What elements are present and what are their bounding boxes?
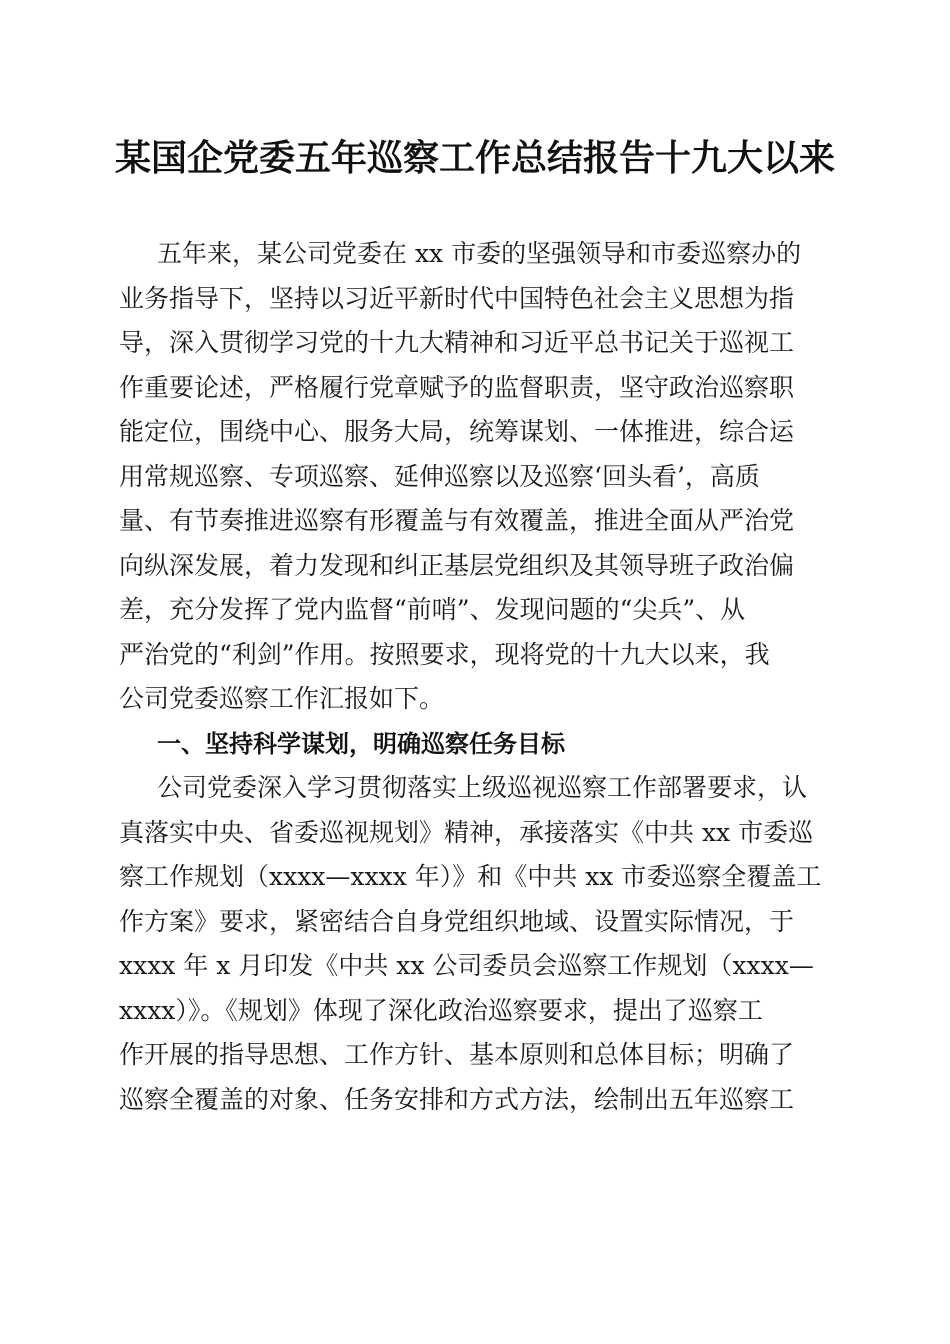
text-line: 作重要论述，严格履行党章赋予的监督职责，坚守政治巡察职 <box>119 372 795 402</box>
text-line: 公司党委深入学习贯彻落实上级巡视巡察工作部署要求，认 <box>157 773 808 802</box>
text-line: 向纵深发展，着力发现和纠正基层党组织及其领导班子政治偏 <box>119 550 795 580</box>
text-line: 能定位，围绕中心、服务大局，统筹谋划、一体推进，综合运 <box>119 417 795 446</box>
text-line: 严治党的“利剑”作用。按照要求，现将党的十九大以来，我 <box>119 639 770 669</box>
section-heading: 一、坚持科学谋划，明确巡察任务目标 <box>157 729 565 758</box>
text-line: 公司党委巡察工作汇报如下。 <box>119 684 445 713</box>
text-line: xxxx 年 x 月印发《中共 xx 公司委员会巡察工作规划（xxxx— <box>119 951 814 980</box>
paragraph-section1 <box>119 766 821 1122</box>
text-line: 用常规巡察、专项巡察、延伸巡察以及巡察‘回头看’，高质 <box>119 461 760 491</box>
text-line: 察工作规划（xxxx—xxxx 年）》和《中共 xx 市委巡察全覆盖工 <box>119 862 821 891</box>
document-title: 某国企党委五年巡察工作总结报告十九大以来 <box>114 137 835 179</box>
text-line: 导，深入贯彻学习党的十九大精神和习近平总书记关于巡视工 <box>119 328 795 357</box>
document-body <box>119 232 821 1122</box>
text-line: 差，充分发挥了党内监督“前哨”、发现问题的“尖兵”、从 <box>119 595 746 624</box>
text-line: 量、有节奏推进巡察有形覆盖与有效覆盖，推进全面从严治党 <box>119 506 795 535</box>
text-line: 业务指导下，坚持以习近平新时代中国特色社会主义思想为指 <box>119 283 795 313</box>
text-line: 巡察全覆盖的对象、任务安排和方式方法，绘制出五年巡察工 <box>119 1084 795 1114</box>
paragraph-intro <box>119 232 821 722</box>
text-line: 五年来，某公司党委在 xx 市委的坚强领导和市委巡察办的 <box>157 239 802 268</box>
text-line: 作开展的指导思想、工作方针、基本原则和总体目标；明确了 <box>119 1040 795 1069</box>
text-line: xxxx）》。《规划》体现了深化政治巡察要求，提出了巡察工 <box>119 995 763 1025</box>
text-line: 作方案》要求，紧密结合自身党组织地域、设置实际情况，于 <box>119 906 795 936</box>
text-line: 真落实中央、省委巡视规划》精神，承接落实《中共 xx 市委巡 <box>119 817 814 847</box>
